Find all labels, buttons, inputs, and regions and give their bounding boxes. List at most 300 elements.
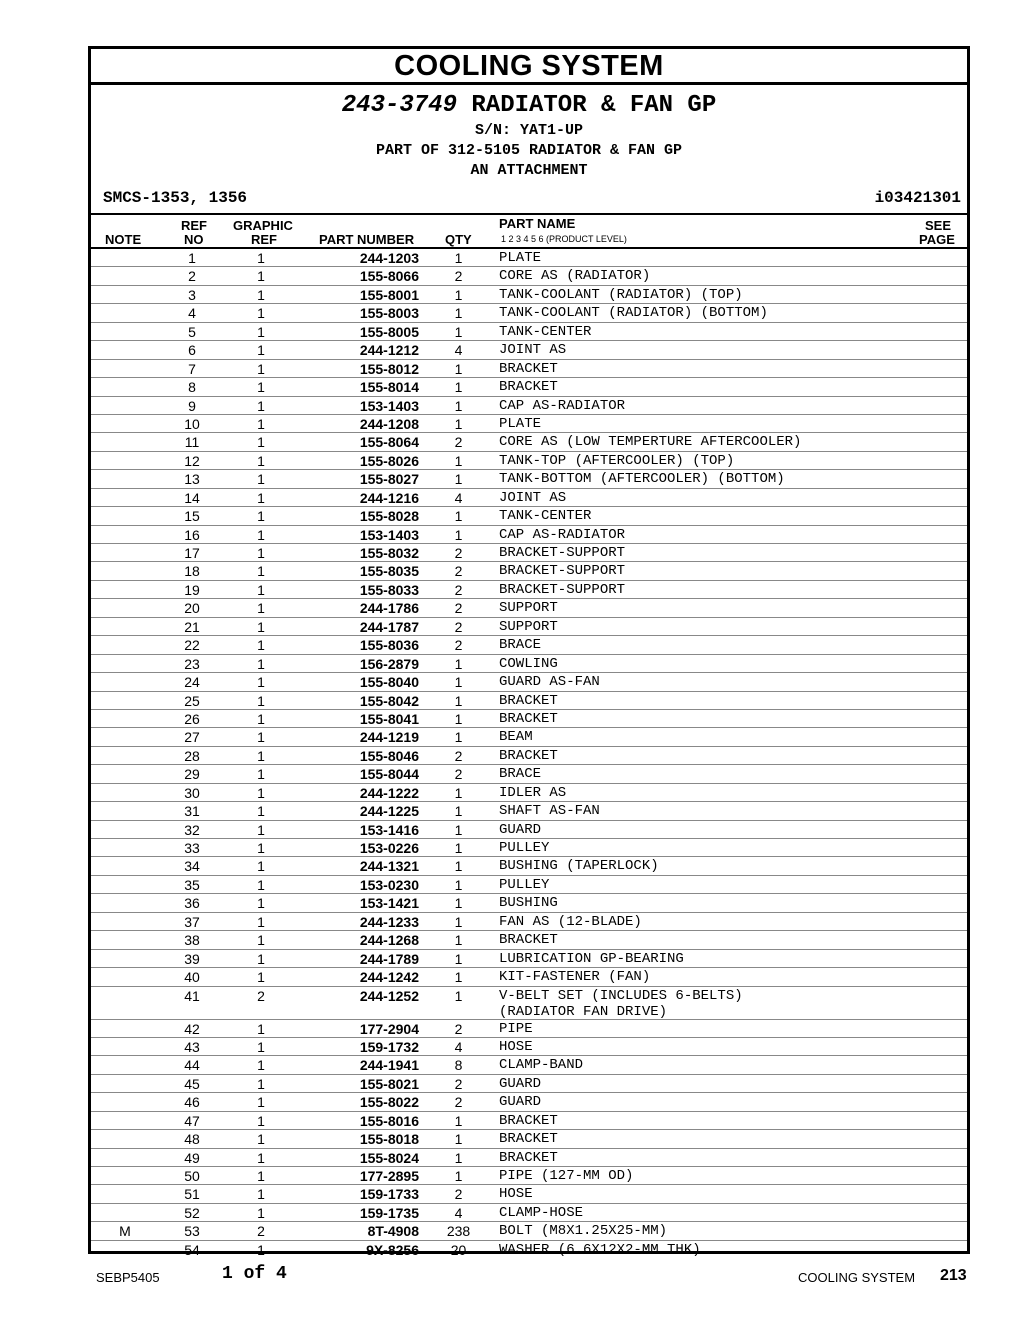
qty-cell: 1 (454, 250, 463, 266)
part-number-cell: 153-1421 (359, 895, 419, 912)
table-row (91, 710, 967, 728)
see-header-top: SEE (925, 218, 952, 233)
table-row (91, 433, 967, 451)
part-name-cell: TANK-CENTER (499, 508, 592, 525)
qty-cell: 2 (454, 1094, 463, 1111)
qty-cell: 1 (454, 803, 463, 820)
graphic-ref-cell: 1 (257, 286, 265, 303)
part-number-cell: 155-8035 (359, 563, 419, 580)
part-name-cell: PLATE (499, 250, 542, 266)
ref-no-cell: 44 (184, 1057, 200, 1074)
ref-no-cell: 54 (184, 1241, 200, 1258)
ref-no-cell: 3 (188, 286, 196, 303)
part-name-cell: BRACKET (499, 1149, 558, 1166)
ref-no-cell: 15 (184, 508, 200, 525)
part-number-cell: 244-1212 (359, 342, 419, 359)
part-name-cell: GUARD (499, 821, 542, 838)
graphic-ref-cell: 1 (257, 766, 265, 783)
part-number-header: PART NUMBER (319, 232, 415, 247)
graphic-ref-cell: 2 (257, 987, 265, 1004)
smcs-code: SMCS-1353, 1356 (103, 189, 248, 207)
graphic-ref-cell: 1 (257, 397, 265, 414)
qty-cell: 1 (454, 858, 463, 875)
part-number-cell: 155-8033 (359, 581, 419, 598)
part-name-cell: PULLEY (499, 876, 550, 893)
part-number-cell: 244-1233 (359, 913, 419, 930)
qty-cell: 1 (454, 895, 463, 912)
table-row (91, 544, 967, 562)
part-number-cell: 244-1252 (359, 987, 419, 1004)
part-number-cell: 244-1222 (359, 784, 419, 801)
part-name-cell: V-BELT SET (INCLUDES 6-BELTS) (RADIATOR FAN DRIVE) (499, 987, 743, 1020)
ref-no-cell: 21 (184, 618, 200, 635)
graphic-ref-cell: 1 (257, 508, 265, 525)
graphic-ref-cell: 1 (257, 489, 265, 506)
qty-cell: 2 (454, 1020, 463, 1037)
part-number-cell: 155-8066 (359, 268, 419, 285)
table-row (91, 636, 967, 654)
graphic-ref-cell: 2 (257, 1223, 265, 1240)
graphic-ref-cell: 1 (257, 858, 265, 875)
table-row (91, 857, 967, 875)
part-number-cell: 244-1787 (359, 618, 419, 635)
ref-no-cell: 27 (184, 729, 200, 746)
qty-cell: 2 (454, 766, 463, 783)
graphic-ref-cell: 1 (257, 342, 265, 359)
ref-no-cell: 17 (184, 545, 200, 561)
table-row (91, 802, 967, 820)
part-number-cell: 153-1416 (359, 821, 419, 838)
graphic-ref-cell: 1 (257, 526, 265, 543)
graphic-ref-cell: 1 (257, 821, 265, 838)
footer-section: COOLING SYSTEM (798, 1270, 916, 1285)
ref-no-cell: 35 (184, 876, 200, 893)
qty-cell: 1 (454, 323, 463, 340)
qty-cell: 4 (454, 1038, 463, 1055)
graphic-ref-cell: 1 (257, 563, 265, 580)
part-name-cell: BRACKET (499, 932, 558, 949)
table-row (91, 673, 967, 691)
part-name-cell: BRACKET-SUPPORT (499, 581, 626, 598)
part-number-cell: 159-1732 (359, 1038, 419, 1055)
qty-cell: 1 (454, 913, 463, 930)
qty-cell: 2 (454, 268, 463, 285)
graphic-ref-cell: 1 (257, 710, 265, 727)
qty-cell: 1 (454, 969, 463, 986)
part-number-cell: 155-8022 (359, 1094, 419, 1111)
page-number: 213 (940, 1267, 967, 1284)
qty-cell: 2 (454, 1075, 463, 1092)
part-number-cell: 153-0230 (359, 876, 419, 893)
qty-cell: 8 (454, 1057, 463, 1074)
part-name-cell: HOSE (499, 1038, 533, 1055)
graphic-ref-cell: 1 (257, 1149, 265, 1166)
qty-cell: 1 (454, 1131, 463, 1148)
part-name-cell: TANK-BOTTOM (AFTERCOOLER) (BOTTOM) (499, 471, 785, 488)
table-row (91, 323, 967, 341)
part-number-cell: 155-8018 (359, 1131, 419, 1148)
part-name-cell: PLATE (499, 415, 542, 432)
part-name-cell: WASHER (6.6X12X2-MM THK) (499, 1241, 701, 1258)
qty-cell: 1 (454, 452, 463, 469)
parts-table (91, 249, 967, 1259)
part-number-cell: 244-1208 (359, 415, 419, 432)
part-number-cell: 155-8016 (359, 1112, 419, 1129)
part-name-cell: IDLER AS (499, 784, 567, 801)
table-row (91, 415, 967, 433)
group-name: RADIATOR & FAN GP (471, 92, 717, 119)
graphic-ref-cell: 1 (257, 1168, 265, 1184)
part-name-cell: CAP AS-RADIATOR (499, 397, 626, 414)
ref-no-cell: 11 (184, 434, 200, 451)
qty-cell: 1 (454, 821, 463, 838)
qty-cell: 1 (454, 397, 463, 414)
graphic-ref-cell: 1 (257, 581, 265, 598)
part-name-cell: BRACE (499, 637, 542, 654)
qty-cell: 1 (454, 655, 463, 672)
part-name-cell: GUARD (499, 1094, 542, 1111)
graphic-ref-cell: 1 (257, 840, 265, 856)
graphic-ref-cell: 1 (257, 932, 265, 949)
graphic-ref-cell: 1 (257, 323, 265, 340)
part-number-cell: 244-1216 (359, 489, 419, 506)
part-number-cell: 155-8041 (359, 710, 419, 727)
table-row (91, 286, 967, 304)
ref-no-cell: 26 (184, 710, 200, 727)
part-name-cell: TANK-TOP (AFTERCOOLER) (TOP) (499, 452, 735, 469)
qty-cell: 1 (454, 1112, 463, 1129)
graphic-ref-cell: 1 (257, 1186, 265, 1203)
table-row (91, 931, 967, 949)
part-number-cell: 153-1403 (359, 526, 419, 543)
part-number-cell: 155-8005 (359, 323, 419, 340)
qty-cell: 1 (454, 876, 463, 893)
part-name-cell: FAN AS (12-BLADE) (499, 913, 642, 930)
table-row (91, 1056, 967, 1074)
serial-range: S/N: YAT1-UP (474, 122, 584, 139)
graphic-ref-cell: 1 (257, 545, 265, 561)
qty-cell: 1 (454, 305, 463, 322)
graphic-ref-cell: 1 (257, 1075, 265, 1092)
column-headers (91, 215, 967, 249)
table-row (91, 562, 967, 580)
ref-no-cell: 40 (184, 969, 200, 986)
part-name-cell: KIT-FASTENER (FAN) (499, 969, 651, 986)
part-number-cell: 244-1789 (359, 950, 419, 967)
table-row (91, 1149, 967, 1167)
graphic-ref-cell: 1 (257, 637, 265, 654)
ref-no-cell: 13 (184, 471, 200, 488)
ref-no-cell: 48 (184, 1131, 200, 1148)
part-number-cell: 244-1786 (359, 600, 419, 617)
part-number-cell: 155-8040 (359, 674, 419, 691)
qty-cell: 238 (446, 1223, 471, 1240)
part-name-cell: CLAMP-BAND (499, 1057, 584, 1074)
qty-cell: 1 (454, 674, 463, 691)
graphic-ref-cell: 1 (257, 876, 265, 893)
ref-no-cell: 16 (184, 526, 200, 543)
ref-no-cell: 37 (184, 913, 200, 930)
part-number-cell: 155-8024 (359, 1149, 419, 1166)
table-row (91, 728, 967, 746)
table-row (91, 839, 967, 857)
part-name-cell: BEAM (499, 729, 533, 746)
graphic-ref-cell: 1 (257, 415, 265, 432)
part-name-cell: BRACKET-SUPPORT (499, 563, 626, 580)
graphic-ref-cell: 1 (257, 1038, 265, 1055)
qty-cell: 2 (454, 434, 463, 451)
ref-no-cell: 25 (184, 692, 200, 709)
ref-no-cell: 39 (184, 950, 200, 967)
table-row (91, 1075, 967, 1093)
qty-cell: 4 (454, 1204, 463, 1221)
graphic-ref-cell: 1 (257, 692, 265, 709)
ref-no-cell: 22 (184, 637, 200, 654)
part-name-cell: CAP AS-RADIATOR (499, 526, 626, 543)
qty-cell: 1 (454, 932, 463, 949)
graphic-header-top: GRAPHIC (233, 218, 293, 233)
table-row (91, 507, 967, 525)
ref-no-cell: 41 (184, 987, 200, 1004)
table-row (91, 1167, 967, 1185)
ref-no-cell: 38 (184, 932, 200, 949)
ref-no-cell: 36 (184, 895, 200, 912)
part-name-cell: BRACKET (499, 360, 558, 377)
part-name-cell: PULLEY (499, 840, 550, 856)
ref-no-cell: 12 (184, 452, 200, 469)
part-name-cell: PIPE (499, 1020, 533, 1037)
qty-cell: 1 (454, 1168, 463, 1184)
part-name-cell: PIPE (127-MM OD) (499, 1168, 634, 1184)
part-name-cell: COWLING (499, 655, 558, 672)
graphic-ref-cell: 1 (257, 674, 265, 691)
table-row (91, 1093, 967, 1111)
graphic-ref-cell: 1 (257, 784, 265, 801)
ref-no-cell: 18 (184, 563, 200, 580)
table-row (91, 470, 967, 488)
group-title (91, 85, 967, 121)
graphic-ref-cell: 1 (257, 618, 265, 635)
ref-no-cell: 28 (184, 747, 200, 764)
table-row (91, 747, 967, 765)
graphic-ref-cell: 1 (257, 747, 265, 764)
graphic-ref-cell: 1 (257, 1057, 265, 1074)
graphic-ref-cell: 1 (257, 1094, 265, 1111)
ref-no-cell: 33 (184, 840, 200, 856)
part-name-cell: BUSHING (499, 895, 558, 912)
part-name-cell: BRACE (499, 766, 542, 783)
part-number-cell: 244-1242 (359, 969, 419, 986)
see-header-bottom: PAGE (919, 232, 955, 247)
part-number-cell: 155-8064 (359, 434, 419, 451)
table-row (91, 452, 967, 470)
part-number-cell: 155-8036 (359, 637, 419, 654)
part-name-cell: TANK-CENTER (499, 323, 592, 340)
table-row (91, 1112, 967, 1130)
graphic-header-bottom: REF (251, 232, 277, 247)
part-number-cell: 155-8021 (359, 1075, 419, 1092)
part-number-cell: 155-8012 (359, 360, 419, 377)
part-name-cell: BRACKET-SUPPORT (499, 545, 626, 561)
ref-no-cell: 50 (184, 1168, 200, 1184)
ref-no-cell: 43 (184, 1038, 200, 1055)
qty-cell: 1 (454, 360, 463, 377)
table-row (91, 765, 967, 783)
table-row (91, 821, 967, 839)
part-number-cell: 155-8028 (359, 508, 419, 525)
part-name-header: PART NAME (499, 216, 576, 231)
ref-no-cell: 30 (184, 784, 200, 801)
page-of: 1 of 4 (222, 1264, 287, 1284)
part-number-cell: 244-1203 (359, 250, 419, 266)
ref-no-cell: 14 (184, 489, 200, 506)
part-name-cell: GUARD AS-FAN (499, 674, 600, 691)
table-row (91, 950, 967, 968)
table-row (91, 599, 967, 617)
graphic-ref-cell: 1 (257, 379, 265, 396)
qty-cell: 20 (450, 1241, 467, 1258)
graphic-ref-cell: 1 (257, 1204, 265, 1221)
table-row (91, 581, 967, 599)
graphic-ref-cell: 1 (257, 452, 265, 469)
qty-cell: 1 (454, 286, 463, 303)
part-number-cell: 155-8032 (359, 545, 419, 561)
qty-cell: 2 (454, 637, 463, 654)
qty-cell: 2 (454, 581, 463, 598)
qty-cell: 1 (454, 508, 463, 525)
graphic-ref-cell: 1 (257, 434, 265, 451)
part-number-cell: 244-1219 (359, 729, 419, 746)
table-row (91, 360, 967, 378)
table-row (91, 1038, 967, 1056)
ref-no-cell: 6 (188, 342, 196, 359)
page-footer (0, 1264, 1020, 1294)
table-row (91, 1222, 967, 1240)
qty-cell: 1 (454, 471, 463, 488)
graphic-ref-cell: 1 (257, 1131, 265, 1148)
ref-no-cell: 19 (184, 581, 200, 598)
qty-cell: 1 (454, 784, 463, 801)
part-number-cell: 244-1225 (359, 803, 419, 820)
part-number-cell: 155-8001 (359, 286, 419, 303)
table-row (91, 1204, 967, 1222)
part-name-cell: BRACKET (499, 379, 558, 396)
table-row (91, 267, 967, 285)
graphic-ref-cell: 1 (257, 360, 265, 377)
part-number-cell: 244-1941 (359, 1057, 419, 1074)
qty-cell: 1 (454, 1149, 463, 1166)
attachment-line: AN ATTACHMENT (470, 162, 588, 179)
qty-cell: 2 (454, 563, 463, 580)
table-row (91, 1185, 967, 1203)
ref-no-cell: 5 (188, 323, 196, 340)
ref-no-cell: 2 (188, 268, 196, 285)
part-name-cell: BRACKET (499, 1112, 558, 1129)
ref-header-top: REF (181, 218, 207, 233)
table-row (91, 987, 967, 1020)
ref-no-cell: 9 (188, 397, 196, 414)
illustration-id: i03421301 (874, 189, 961, 207)
graphic-ref-cell: 1 (257, 895, 265, 912)
table-row (91, 618, 967, 636)
ref-no-cell: 7 (188, 360, 196, 377)
graphic-ref-cell: 1 (257, 1241, 265, 1258)
ref-no-cell: 10 (184, 415, 200, 432)
table-row (91, 655, 967, 673)
ref-no-cell: 42 (184, 1020, 200, 1037)
part-name-cell: BRACKET (499, 1131, 558, 1148)
part-name-cell: CLAMP-HOSE (499, 1204, 584, 1221)
ref-no-cell: 47 (184, 1112, 200, 1129)
table-row (91, 526, 967, 544)
part-name-cell: SUPPORT (499, 600, 558, 617)
ref-no-cell: 4 (188, 305, 196, 322)
graphic-ref-cell: 1 (257, 600, 265, 617)
ref-no-cell: 20 (184, 600, 200, 617)
table-row (91, 784, 967, 802)
ref-no-cell: 29 (184, 766, 200, 783)
part-number-cell: 153-0226 (359, 840, 419, 856)
graphic-ref-cell: 1 (257, 655, 265, 672)
qty-cell: 1 (454, 379, 463, 396)
graphic-ref-cell: 1 (257, 803, 265, 820)
qty-cell: 2 (454, 1186, 463, 1203)
table-row (91, 1241, 967, 1259)
graphic-ref-cell: 1 (257, 1020, 265, 1037)
table-row (91, 249, 967, 267)
part-name-cell: CORE AS (LOW TEMPERTURE AFTERCOOLER) (499, 434, 802, 451)
qty-cell: 1 (454, 710, 463, 727)
part-number-cell: 159-1733 (359, 1186, 419, 1203)
graphic-ref-cell: 1 (257, 268, 265, 285)
qty-cell: 1 (454, 729, 463, 746)
part-name-cell: BOLT (M8X1.25X25-MM) (499, 1223, 668, 1240)
parts-list-frame (88, 46, 970, 1258)
table-row (91, 341, 967, 359)
graphic-ref-cell: 1 (257, 969, 265, 986)
table-row (91, 489, 967, 507)
part-name-cell: JOINT AS (499, 342, 567, 359)
ref-no-cell: 45 (184, 1075, 200, 1092)
table-row (91, 397, 967, 415)
part-number-cell: 156-2879 (359, 655, 419, 672)
part-number-cell: 155-8044 (359, 766, 419, 783)
table-row (91, 1020, 967, 1038)
note-header: NOTE (105, 232, 142, 247)
ref-no-cell: 46 (184, 1094, 200, 1111)
part-name-cell: TANK-COOLANT (RADIATOR) (BOTTOM) (499, 305, 768, 322)
part-name-cell: LUBRICATION GP-BEARING (499, 950, 684, 967)
part-number-cell: 177-2904 (359, 1020, 419, 1037)
qty-cell: 1 (454, 692, 463, 709)
part-number-cell: 177-2895 (359, 1168, 419, 1184)
ref-no-cell: 49 (184, 1149, 200, 1166)
part-number-cell: 155-8014 (359, 379, 419, 396)
ref-no-cell: 51 (184, 1186, 200, 1203)
part-name-cell: JOINT AS (499, 489, 567, 506)
part-name-cell: BRACKET (499, 747, 558, 764)
product-level-header: 1 2 3 4 5 6 (PRODUCT LEVEL) (501, 234, 627, 244)
ref-no-cell: 32 (184, 821, 200, 838)
part-number-cell: 155-8003 (359, 305, 419, 322)
qty-header: QTY (445, 232, 472, 247)
graphic-ref-cell: 1 (257, 250, 265, 266)
part-name-cell: SHAFT AS-FAN (499, 803, 600, 820)
table-row (91, 304, 967, 322)
part-name-cell: TANK-COOLANT (RADIATOR) (TOP) (499, 286, 743, 303)
part-number-cell: 8T-4908 (367, 1223, 419, 1240)
graphic-ref-cell: 1 (257, 305, 265, 322)
